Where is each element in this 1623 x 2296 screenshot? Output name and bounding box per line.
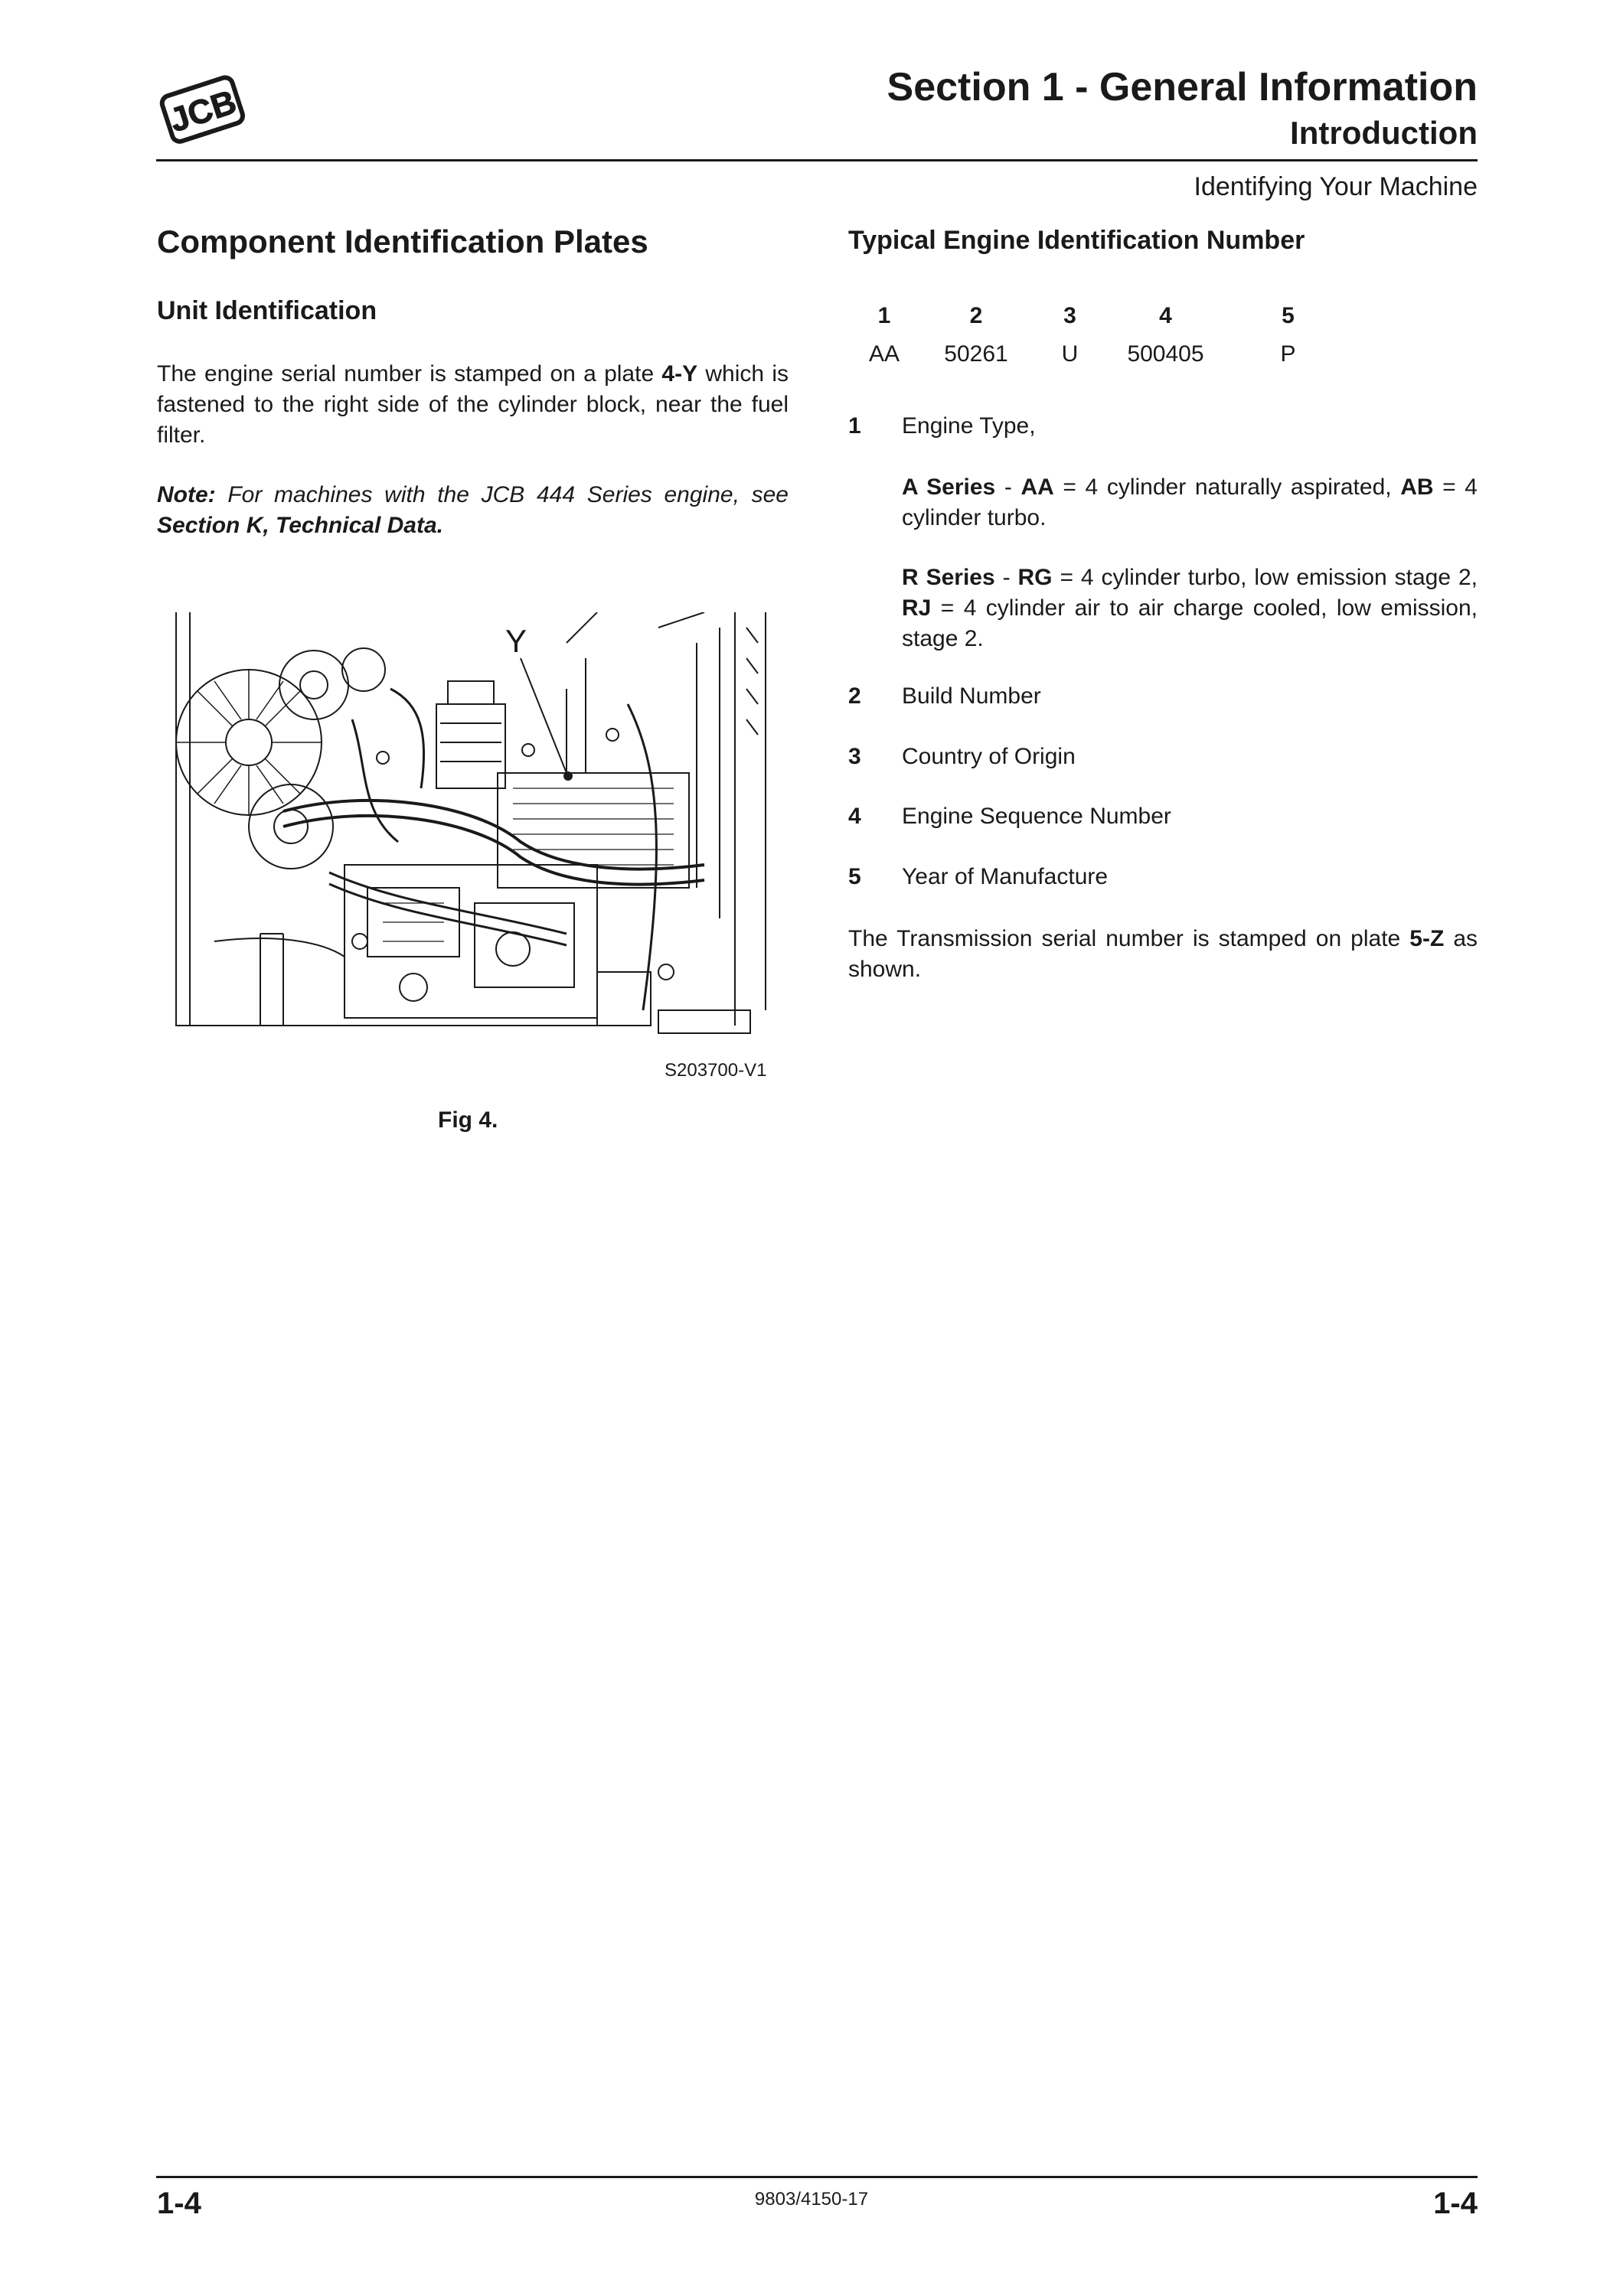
header-rule: [156, 159, 1478, 161]
separator: -: [994, 565, 1018, 590]
transmission-plate-ref: 5-Z: [1409, 926, 1445, 951]
list-item-label: Engine Sequence Number: [902, 804, 1171, 829]
image-code: S203700-V1: [665, 1060, 767, 1081]
a-series-desc-1: = 4 cylinder naturally aspirated,: [1053, 475, 1401, 500]
r-series-name: R Series: [902, 565, 995, 590]
a-series-name: A Series: [902, 475, 996, 500]
section-title: Section 1 - General Information: [887, 65, 1478, 109]
footer-rule: [156, 2176, 1478, 2178]
engine-id-heading: Typical Engine Identification Number: [848, 226, 1305, 255]
code-header-cell: 4: [1159, 303, 1172, 328]
para-text-rest: which is fastened to the right side of the cylinder block, near the fuel filter.: [157, 361, 789, 448]
transmission-text-rest: as shown.: [848, 926, 1478, 982]
list-item-number: 2: [848, 683, 861, 709]
page-number-right: 1-4: [1433, 2187, 1478, 2220]
code-header-cell: 3: [1063, 303, 1076, 328]
code-value-cell: 50261: [944, 341, 1008, 367]
separator: -: [995, 475, 1021, 500]
page-number-left: 1-4: [157, 2187, 201, 2220]
unit-identification-paragraph: [157, 359, 789, 451]
a-series-desc-2: = 4 cylinder turbo.: [902, 475, 1478, 530]
a-series-code-aa: AA: [1020, 475, 1054, 500]
component-plates-heading: Component Identification Plates: [157, 223, 648, 259]
unit-identification-heading: Unit Identification: [157, 296, 377, 325]
list-item-label: Country of Origin: [902, 744, 1076, 769]
transmission-paragraph: [848, 924, 1478, 985]
list-item-number: 1: [848, 413, 861, 439]
r-series-code-rj: RJ: [902, 595, 932, 621]
r-series-code-rg: RG: [1017, 565, 1053, 590]
list-item-label: Build Number: [902, 683, 1041, 709]
list-item-label: Year of Manufacture: [902, 864, 1109, 889]
list-item-number: 3: [848, 744, 861, 769]
note-ref: Section K, Technical Data.: [157, 513, 443, 538]
code-header-cell: 1: [877, 303, 891, 328]
code-table-value-row: [850, 335, 1351, 373]
plate-ref: 4-Y: [661, 361, 698, 386]
jcb-logo-text: JCB: [165, 83, 241, 140]
list-item-number: 5: [848, 864, 861, 889]
note-label: Note:: [157, 482, 216, 507]
transmission-text: The Transmission serial number is stamped on plate: [848, 926, 1401, 951]
engine-id-code-table: [850, 297, 1351, 373]
code-value-cell: AA: [868, 341, 900, 367]
callout-y: Y: [505, 623, 527, 659]
code-header-cell: 2: [969, 303, 983, 328]
topic-title: Identifying Your Machine: [1194, 172, 1478, 201]
para-text: The engine serial number is stamped on a plate: [157, 361, 655, 386]
note-paragraph: [157, 480, 789, 541]
code-value-cell: U: [1061, 341, 1079, 367]
code-table-header-row: [850, 297, 1351, 335]
list-item-label: Engine Type,: [902, 413, 1036, 439]
r-series-desc-1: = 4 cylinder turbo, low emission stage 2,: [1052, 565, 1478, 590]
code-header-cell: 5: [1282, 303, 1295, 328]
r-series-description: [902, 563, 1478, 654]
code-value-cell: P: [1280, 341, 1296, 367]
jcb-logo: [157, 69, 249, 153]
subsection-title: Introduction: [1290, 115, 1478, 151]
a-series-code-ab: AB: [1400, 475, 1434, 500]
engine-figure: [168, 612, 773, 1056]
code-value-cell: 500405: [1127, 341, 1204, 367]
figure-label: Fig 4.: [438, 1107, 498, 1133]
r-series-desc-2: = 4 cylinder air to air charge cooled, low emission, stage 2.: [902, 595, 1478, 651]
document-number: 9803/4150-17: [754, 2189, 869, 2210]
note-text: For machines with the JCB 444 Series engine, see: [227, 482, 789, 507]
a-series-description: [902, 472, 1478, 533]
list-item-number: 4: [848, 804, 861, 829]
